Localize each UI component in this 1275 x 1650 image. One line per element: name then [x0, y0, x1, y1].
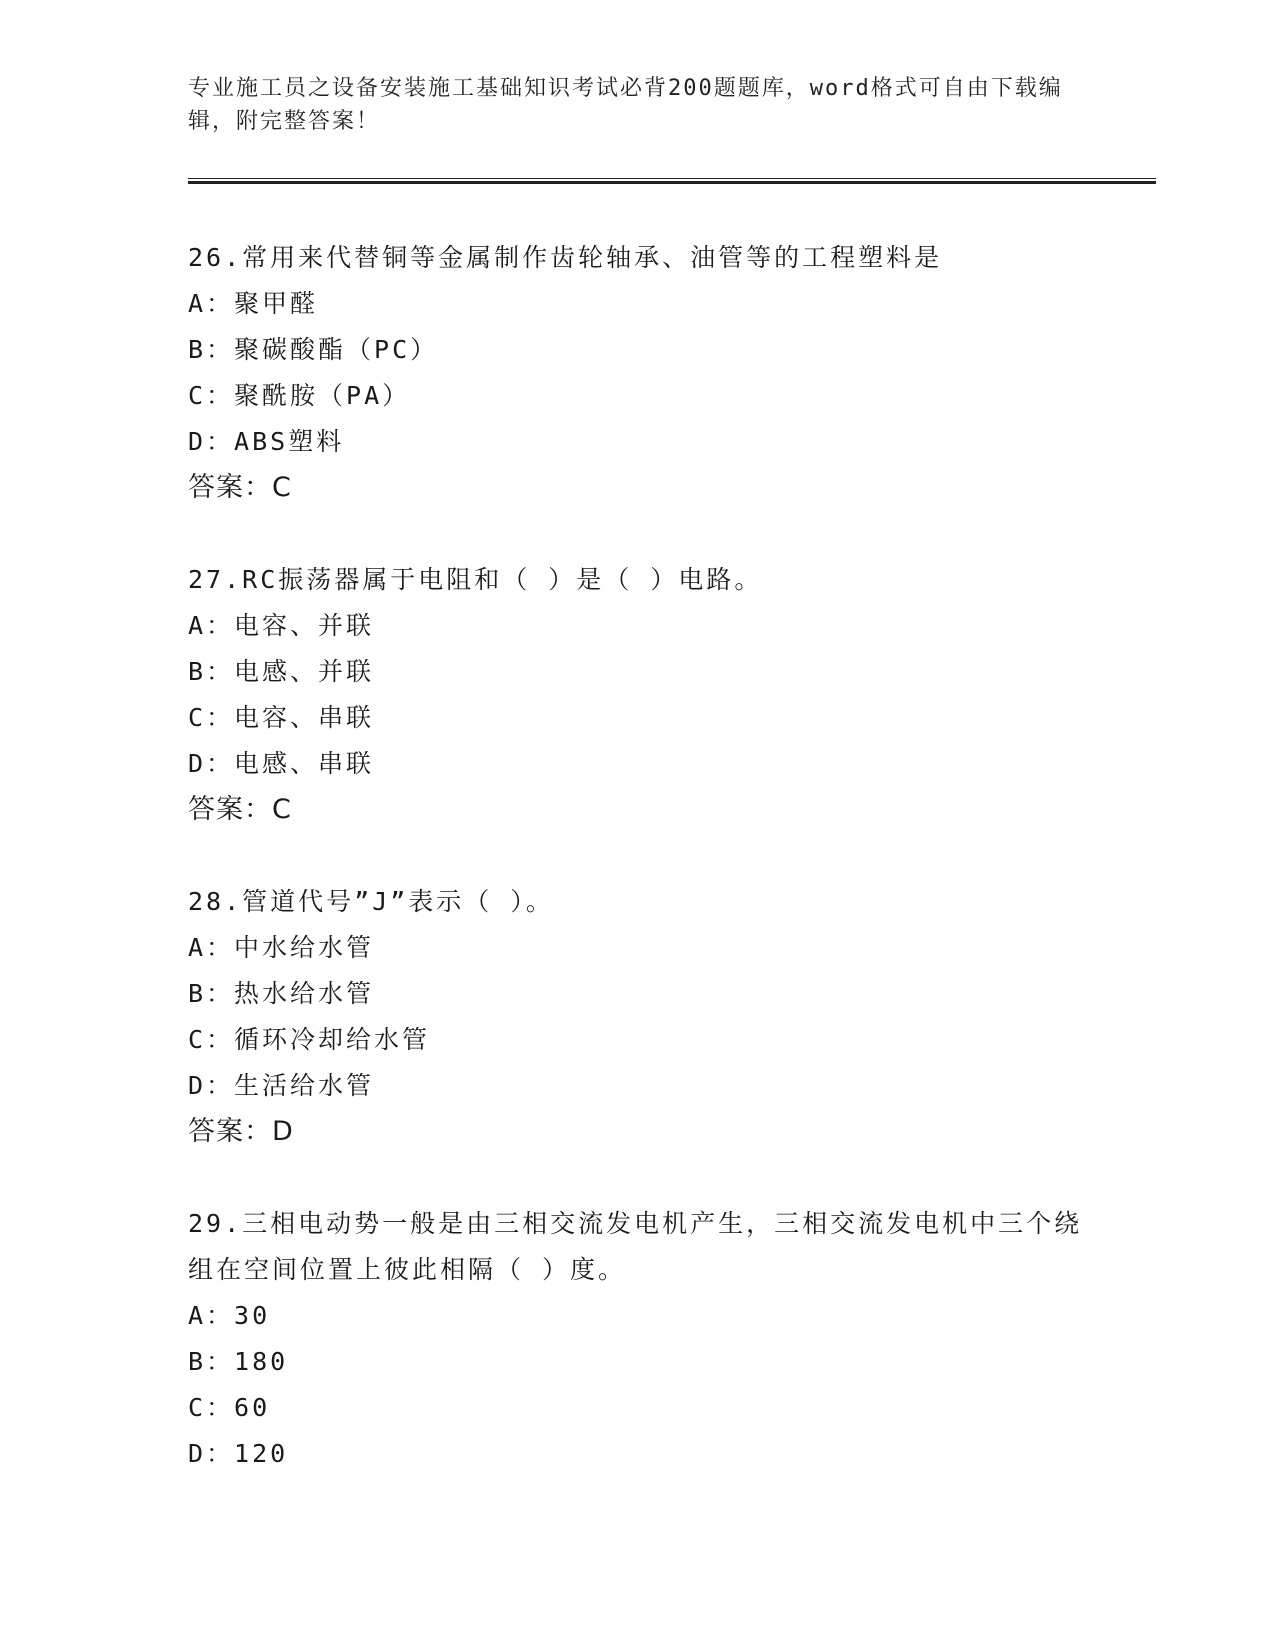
- option-d: D：ABS塑料: [188, 427, 345, 456]
- answer: 答案：C: [188, 472, 292, 503]
- option-c: C：聚酰胺（PA）: [188, 381, 411, 410]
- option-c: C：60: [188, 1393, 271, 1422]
- question-26: [188, 235, 1088, 511]
- answer: 答案：C: [188, 794, 292, 825]
- option-b: B：热水给水管: [188, 979, 375, 1008]
- option-d: D：生活给水管: [188, 1071, 375, 1100]
- answer: 答案：D: [188, 1116, 294, 1147]
- question-28: [188, 879, 1088, 1155]
- option-a: A：聚甲醛: [188, 289, 319, 318]
- question-stem: 26.常用来代替铜等金属制作齿轮轴承、油管等的工程塑料是: [188, 243, 943, 272]
- option-a: A：中水给水管: [188, 933, 375, 962]
- option-b: B：180: [188, 1347, 289, 1376]
- question-27: [188, 557, 1088, 833]
- option-b: B：聚碳酸酯（PC）: [188, 335, 439, 364]
- option-c: C：电容、串联: [188, 703, 375, 732]
- option-d: D：电感、串联: [188, 749, 375, 778]
- option-d: D：120: [188, 1439, 289, 1468]
- option-b: B：电感、并联: [188, 657, 375, 686]
- option-a: A：30: [188, 1301, 271, 1330]
- question-stem: 29.三相电动势一般是由三相交流发电机产生，三相交流发电机中三个绕组在空间位置上彼此相隔（ ）度。: [188, 1209, 1083, 1284]
- question-list: [188, 235, 1088, 1523]
- document-header: 专业施工员之设备安装施工基础知识考试必背200题题库，word格式可自由下载编辑，附完整答案！: [188, 76, 1063, 134]
- question-29: [188, 1201, 1088, 1477]
- question-stem: 27.RC振荡器属于电阻和（ ）是（ ）电路。: [188, 565, 763, 594]
- header-divider: [188, 178, 1156, 184]
- option-c: C：循环冷却给水管: [188, 1025, 431, 1054]
- option-a: A：电容、并联: [188, 611, 375, 640]
- question-stem: 28.管道代号”J”表示（ ）。: [188, 887, 554, 916]
